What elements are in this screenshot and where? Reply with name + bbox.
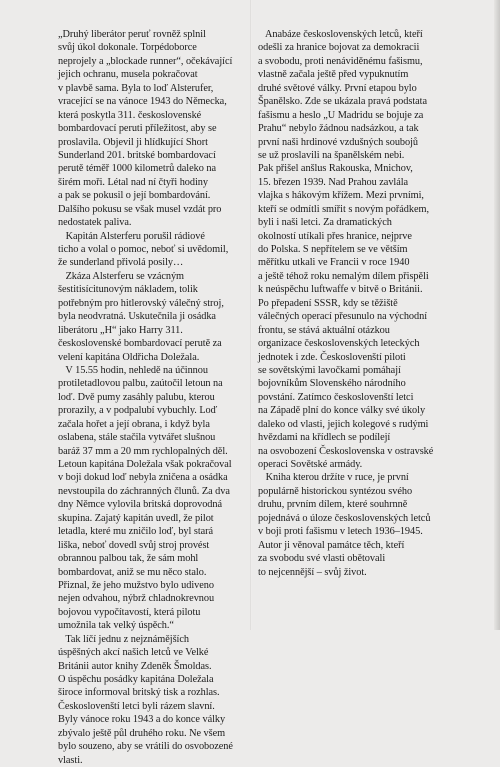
text-line: bylo souzeno, aby se vrátili do osvobozené xyxy=(58,741,233,753)
text-line: širém moři. Létal nad ní čtyři hodiny xyxy=(58,176,208,188)
text-line: byla neodvratná. Uskutečnila ji osádka xyxy=(58,311,216,323)
text-line: úspěšných akcí našich letců ve Velké xyxy=(58,647,209,659)
text-line: perutě téměř 1000 kilometrů daleko na xyxy=(58,163,216,175)
text-line: letadla, které mu zničilo loď, byl stará xyxy=(58,526,214,538)
text-line: frontu, se stává aktuální otázkou xyxy=(258,324,390,336)
text-line: Španělsko. Zde se ukázala pravá podstata xyxy=(258,96,427,108)
text-line: vlastně začala ještě před vypuknutím xyxy=(258,69,409,81)
text-line: oslabena, stále stačila vytvářet slušnou xyxy=(58,432,216,444)
text-line: Anabáze československých letců, kteří xyxy=(258,29,423,40)
text-line: Prahu“ nebylo žádnou nadsázkou, a tak xyxy=(258,123,419,135)
text-line: jednotek i zde. Českoslovenští piloti xyxy=(258,351,406,363)
text-line: populárně historickou syntézou svého xyxy=(258,485,413,497)
text-line: se sovětskými lavočkami pomáhají xyxy=(258,364,401,376)
text-line: organizace československých leteckých xyxy=(258,338,420,350)
text-line: která poskytla 311. československé xyxy=(58,109,202,121)
text-line: že sunderland přivolá posily… xyxy=(58,257,184,269)
text-line: jejich ochranu, musela pokračovat xyxy=(58,69,198,81)
text-line: baráž 37 mm a 20 mm rychlopalných děl. xyxy=(58,445,228,457)
text-line: obrannou palbou tak, že sám mohl xyxy=(58,553,199,565)
text-line: povstání. Zatímco českoslovenští letci xyxy=(258,391,414,403)
text-line: v boji proti fašismu v letech 1936–1945. xyxy=(258,526,423,538)
text-line: byli i naši letci. Za dramatických xyxy=(258,217,392,229)
page-fold xyxy=(250,0,252,630)
text-line: druhu, prvním dílem, které souhrnně xyxy=(258,499,408,511)
text-line: ticho a volal o pomoc, neboť si uvědomil, xyxy=(58,244,229,255)
text-line: operaci Sovětské armády. xyxy=(258,459,363,470)
text-line: „Druhý liberátor peruť rovněž splnil xyxy=(58,29,206,40)
text-line: šestitisícitunovým nákladem, tolik xyxy=(58,284,198,296)
text-line: okolností utíkali přes hranice, nejprve xyxy=(258,230,412,242)
text-line: československé bombardovací perutě za xyxy=(58,338,222,350)
text-line: a ještě téhož roku nemalým dílem přispěli xyxy=(258,270,429,282)
text-line: druhé světové války. První etapou bylo xyxy=(258,82,417,94)
text-line: Pak přišel anšlus Rakouska, Mnichov, xyxy=(258,163,413,175)
text-line: Británii autor knihy Zdeněk Šmoldas. xyxy=(58,660,212,672)
text-line: umožnila tak velký úspěch.“ xyxy=(58,620,174,632)
text-line: bombardovací peruti příležitost, aby se xyxy=(58,123,217,135)
text-line: vracející se na vánoce 1943 do Německa, xyxy=(58,96,227,108)
text-line: to nejcennější – svůj život. xyxy=(258,566,367,578)
text-line: bojovníkům Slovenského národního xyxy=(258,378,406,390)
text-line: neprojely a „blockade runner“, očekávající xyxy=(58,55,233,67)
text-line: bombardovat, aniž se mu něco stalo. xyxy=(58,566,207,578)
text-line: svůj úkol dokonale. Torpédoborce xyxy=(58,42,197,54)
text-line: Zkáza Alsterferu se vzácným xyxy=(58,270,185,282)
text-line: loď. Dvě pumy zasáhly palubu, kterou xyxy=(58,391,215,403)
text-line: Dalšího pokusu se však musel vzdát pro xyxy=(58,203,222,215)
text-line: Kapitán Alsterferu porušil rádiové xyxy=(58,230,205,242)
text-line: a svobodu, proti nenáviděnému fašismu, xyxy=(258,55,423,67)
text-line: liberátoru „H“ jako Harry 311. xyxy=(58,324,183,336)
text-line: vlasti. xyxy=(58,754,83,766)
text-line: vlajka s hákovým křížem. Mezi prvními, xyxy=(258,190,424,202)
text-line: na osvobození Československa v ostravské xyxy=(258,445,434,457)
text-line: a pak se pokusil o její bombardování. xyxy=(58,190,211,202)
text-line: fašismu a heslo „U Madridu se bojuje za xyxy=(258,109,424,121)
left-text-column xyxy=(58,28,246,767)
text-line: za svobodu své vlasti obětovali xyxy=(258,553,386,565)
text-line: nevstoupila do záchranných člunů. Za dva xyxy=(58,485,230,497)
text-line: široce informoval britský tisk a rozhlas. xyxy=(58,687,220,699)
text-line: Letoun kapitána Doležala však pokračoval xyxy=(58,459,232,470)
text-line: O úspěchu posádky kapitána Doležala xyxy=(58,674,214,685)
text-line: nejen odvahou, nýbrž chladnokrevnou xyxy=(58,593,215,605)
text-line: Přiznal, že jeho mužstvo bylo udiveno xyxy=(58,579,215,591)
text-line: první naši hrdinové vzdušných soubojů xyxy=(258,136,419,148)
right-text-column xyxy=(258,28,458,579)
text-line: Autor ji věnoval památce těch, kteří xyxy=(258,539,405,551)
page-edge-shadow xyxy=(494,0,500,630)
text-line: Po přepadení SSSR, kdy se těžiště xyxy=(258,297,398,309)
text-line: bojovou vypočítavostí, která pilotu xyxy=(58,606,201,618)
text-line: se už proslavili na španělském nebi. xyxy=(258,149,405,161)
text-line: měřítku utkali ve Francii v roce 1940 xyxy=(258,257,410,269)
text-line: k neúspěchu luftwaffe v bitvě o Británii. xyxy=(258,284,423,296)
text-line: v boji dokud loď nebyla zničena a osádka xyxy=(58,472,228,484)
text-line: protiletadlovou palbu, zaútočil letoun na xyxy=(58,378,223,390)
text-line: odešli za hranice bojovat za demokracii xyxy=(258,42,420,54)
text-line: zbývalo ještě půl druhého roku. Ne všem xyxy=(58,727,226,739)
text-line: 15. březen 1939. Nad Prahou zavlála xyxy=(258,176,409,188)
text-line: Tak líčí jednu z nejznámějších xyxy=(58,633,189,645)
text-line: na Západě plní do konce války své úkoly xyxy=(258,405,426,417)
text-line: dny Němce vylovila britská doprovodná xyxy=(58,499,223,511)
text-line: hvězdami na křídlech se podílejí xyxy=(258,432,391,444)
text-line: začala hořet a její obrana, i když byla xyxy=(58,418,210,430)
text-line: kteří se odmítli smířit s novým pořádkem, xyxy=(258,203,429,215)
text-line: do Polska. S nepřítelem se ve větším xyxy=(258,244,408,255)
text-line: velení kapitána Oldřicha Doležala. xyxy=(58,351,200,363)
text-line: daleko od vlasti, jejich kolegové s rudými xyxy=(258,418,429,430)
text-line: proslavila. Objevil ji hlídkující Short xyxy=(58,136,208,148)
text-line: nedostatek paliva. xyxy=(58,217,132,229)
text-line: Českoslovenští letci byli rázem slavní. xyxy=(58,700,215,712)
text-line: Byly vánoce roku 1943 a do konce války xyxy=(58,714,226,726)
text-line: V 15.55 hodin, nehledě na účinnou xyxy=(58,364,208,376)
text-line: Kniha kterou držíte v ruce, je první xyxy=(258,472,409,484)
text-line: skupina. Zajatý kapitán uvedl, že pilot xyxy=(58,512,214,524)
text-line: v plavbě sama. Byla to loď Alsterufer, xyxy=(58,82,214,94)
text-line: pojednává o úloze československých letců xyxy=(258,512,431,524)
text-line: potřebným pro hitlerovský válečný stroj, xyxy=(58,297,224,309)
text-line: prorazily, a v podpalubí vybuchly. Loď xyxy=(58,405,218,417)
text-line: liška, neboť dovedl svůj stroj provést xyxy=(58,539,210,551)
text-line: válečných operací přesunulo na východní xyxy=(258,311,428,323)
text-line: Sunderland 201. britské bombardovací xyxy=(58,149,216,161)
